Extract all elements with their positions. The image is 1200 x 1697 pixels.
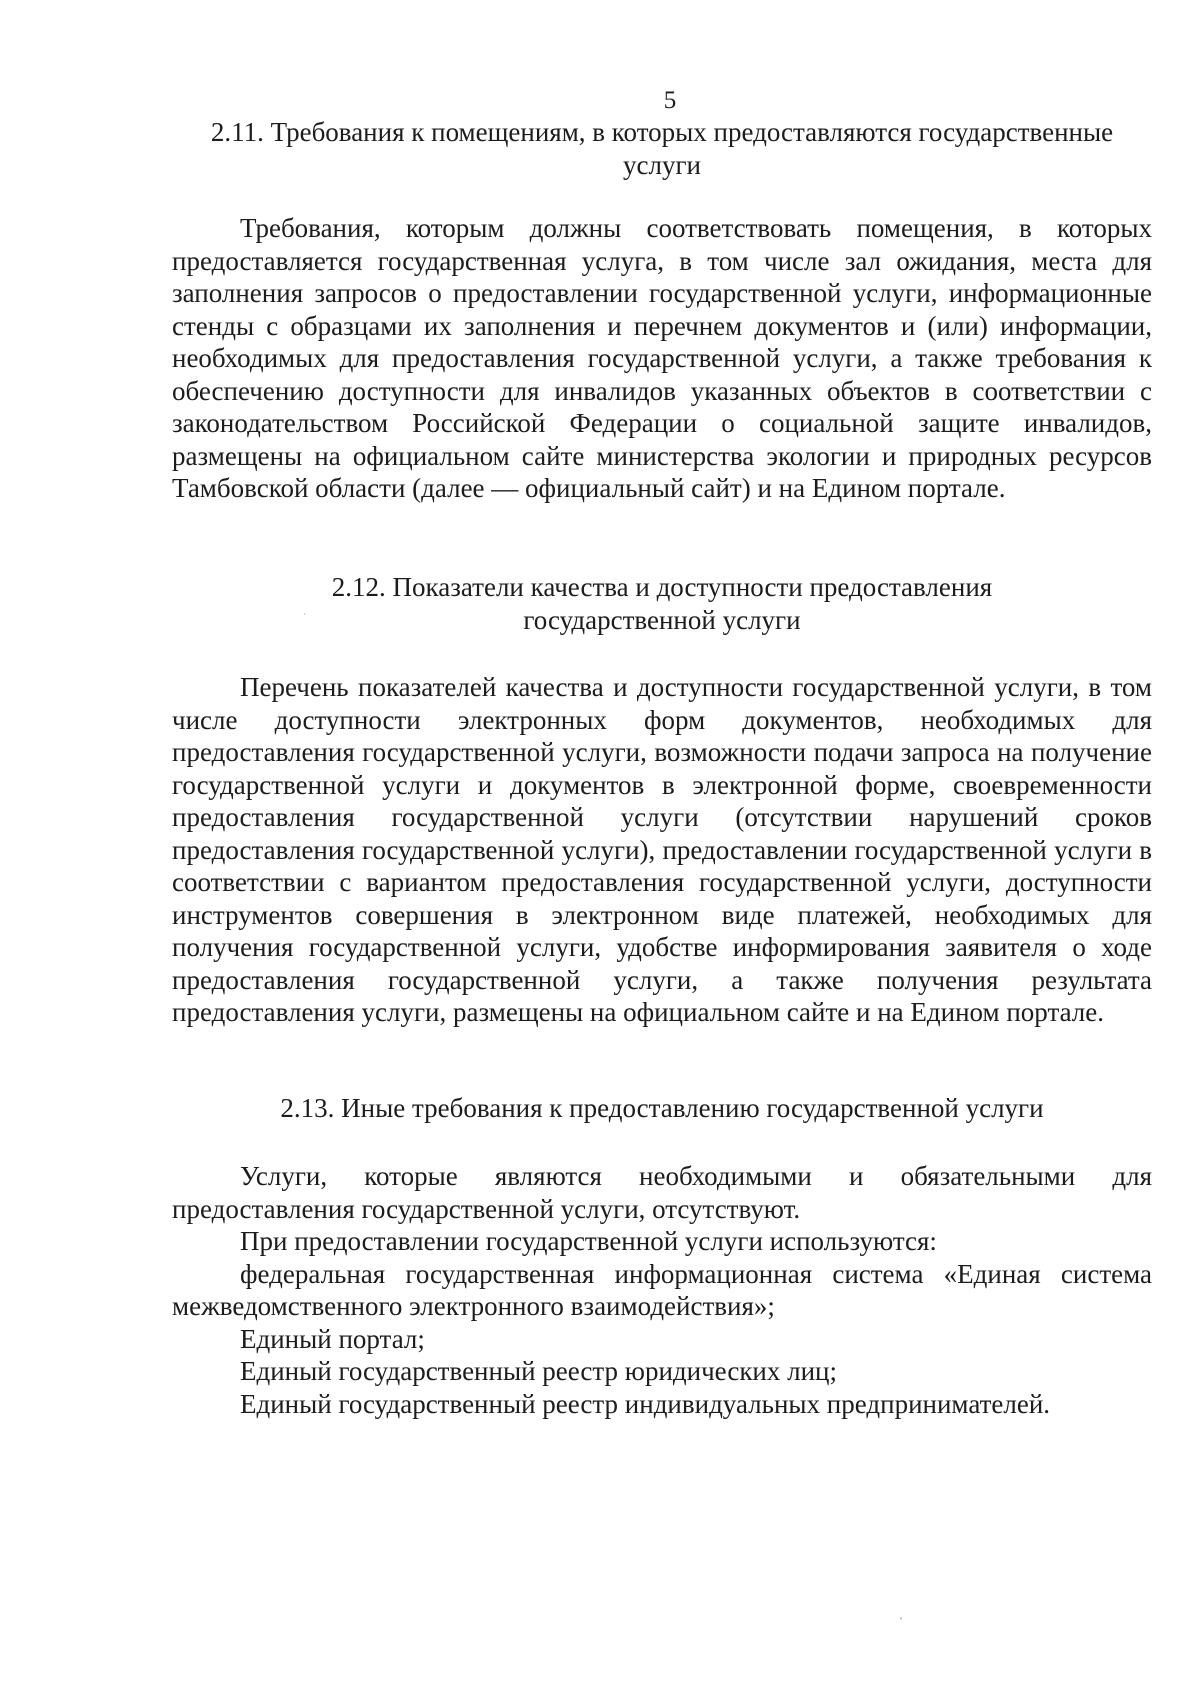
section-2-13-paragraph: Услуги, которые являются необходимыми и обязательными для предоставления государственной услуги, отсутствуют.	[172, 1161, 1152, 1224]
section-2-12-heading-line-2: государственной услуги	[523, 604, 801, 635]
section-2-13-list-item: Единый портал;	[240, 1323, 425, 1354]
scan-speck	[304, 613, 305, 615]
section-2-13-body	[172, 1160, 1152, 1420]
section-2-13-heading: 2.13. Иные требования к предоставлению государственной услуги	[280, 1093, 1044, 1123]
section-2-11-heading: 2.11. Требования к помещениям, в которых предоставляются государственные услуги	[210, 117, 1114, 180]
section-2-13-list-item: Единый государственный реестр индивидуальных предпринимателей.	[240, 1388, 1051, 1419]
section-2-13-paragraph: федеральная государственная информационная система «Единая система межведомственного электронного взаимодействия»;	[172, 1258, 1152, 1321]
section-2-12-heading-line-1: 2.12. Показатели качества и доступности предоставления	[331, 572, 993, 602]
page-number: 5	[663, 87, 677, 114]
section-2-12-heading	[172, 571, 1152, 636]
scan-speck	[900, 1617, 902, 1620]
section-2-12-paragraph: Перечень показателей качества и доступности государственной услуги, в том числе доступности электронных форм документов, необходимых для предоставления государственной услуги, возможности подачи запроса на получение государственной услуги и документов в электронной форме, своевременности предоставления государственной услуги (отсутствии нарушений сроков предоставления государственной услуги), предоставлении государственной услуги в соответствии с вариантом предоставления государственной услуги, доступности инструментов совершения в электронном виде платежей, необходимых для получения государственной услуги, удобстве информирования заявителя о ходе предоставления государственной услуги, а также получения результата предоставления услуги, размещены на официальном сайте и на Едином портале.	[172, 672, 1152, 1027]
section-2-13-paragraph: При предоставлении государственной услуги используются:	[240, 1226, 937, 1256]
section-2-13-list-item: Единый государственный реестр юридических лиц;	[240, 1356, 838, 1386]
section-2-11-paragraph: Требования, которым должны соответствовать помещения, в которых предоставляется государственная услуга, в том числе зал ожидания, места для заполнения запросов о предоставлении государственной услуги, информационные стенды с образцами их заполнения и перечнем документов и (или) информации, необходимых для предоставления государственной услуги, а также требования к обеспечению доступности для инвалидов указанных объектов в соответствии с законодательством Российской Федерации о социальной защите инвалидов, размещены на официальном сайте министерства экологии и природных ресурсов Тамбовской области (далее — официальный сайт) и на Едином портале.	[172, 213, 1152, 503]
